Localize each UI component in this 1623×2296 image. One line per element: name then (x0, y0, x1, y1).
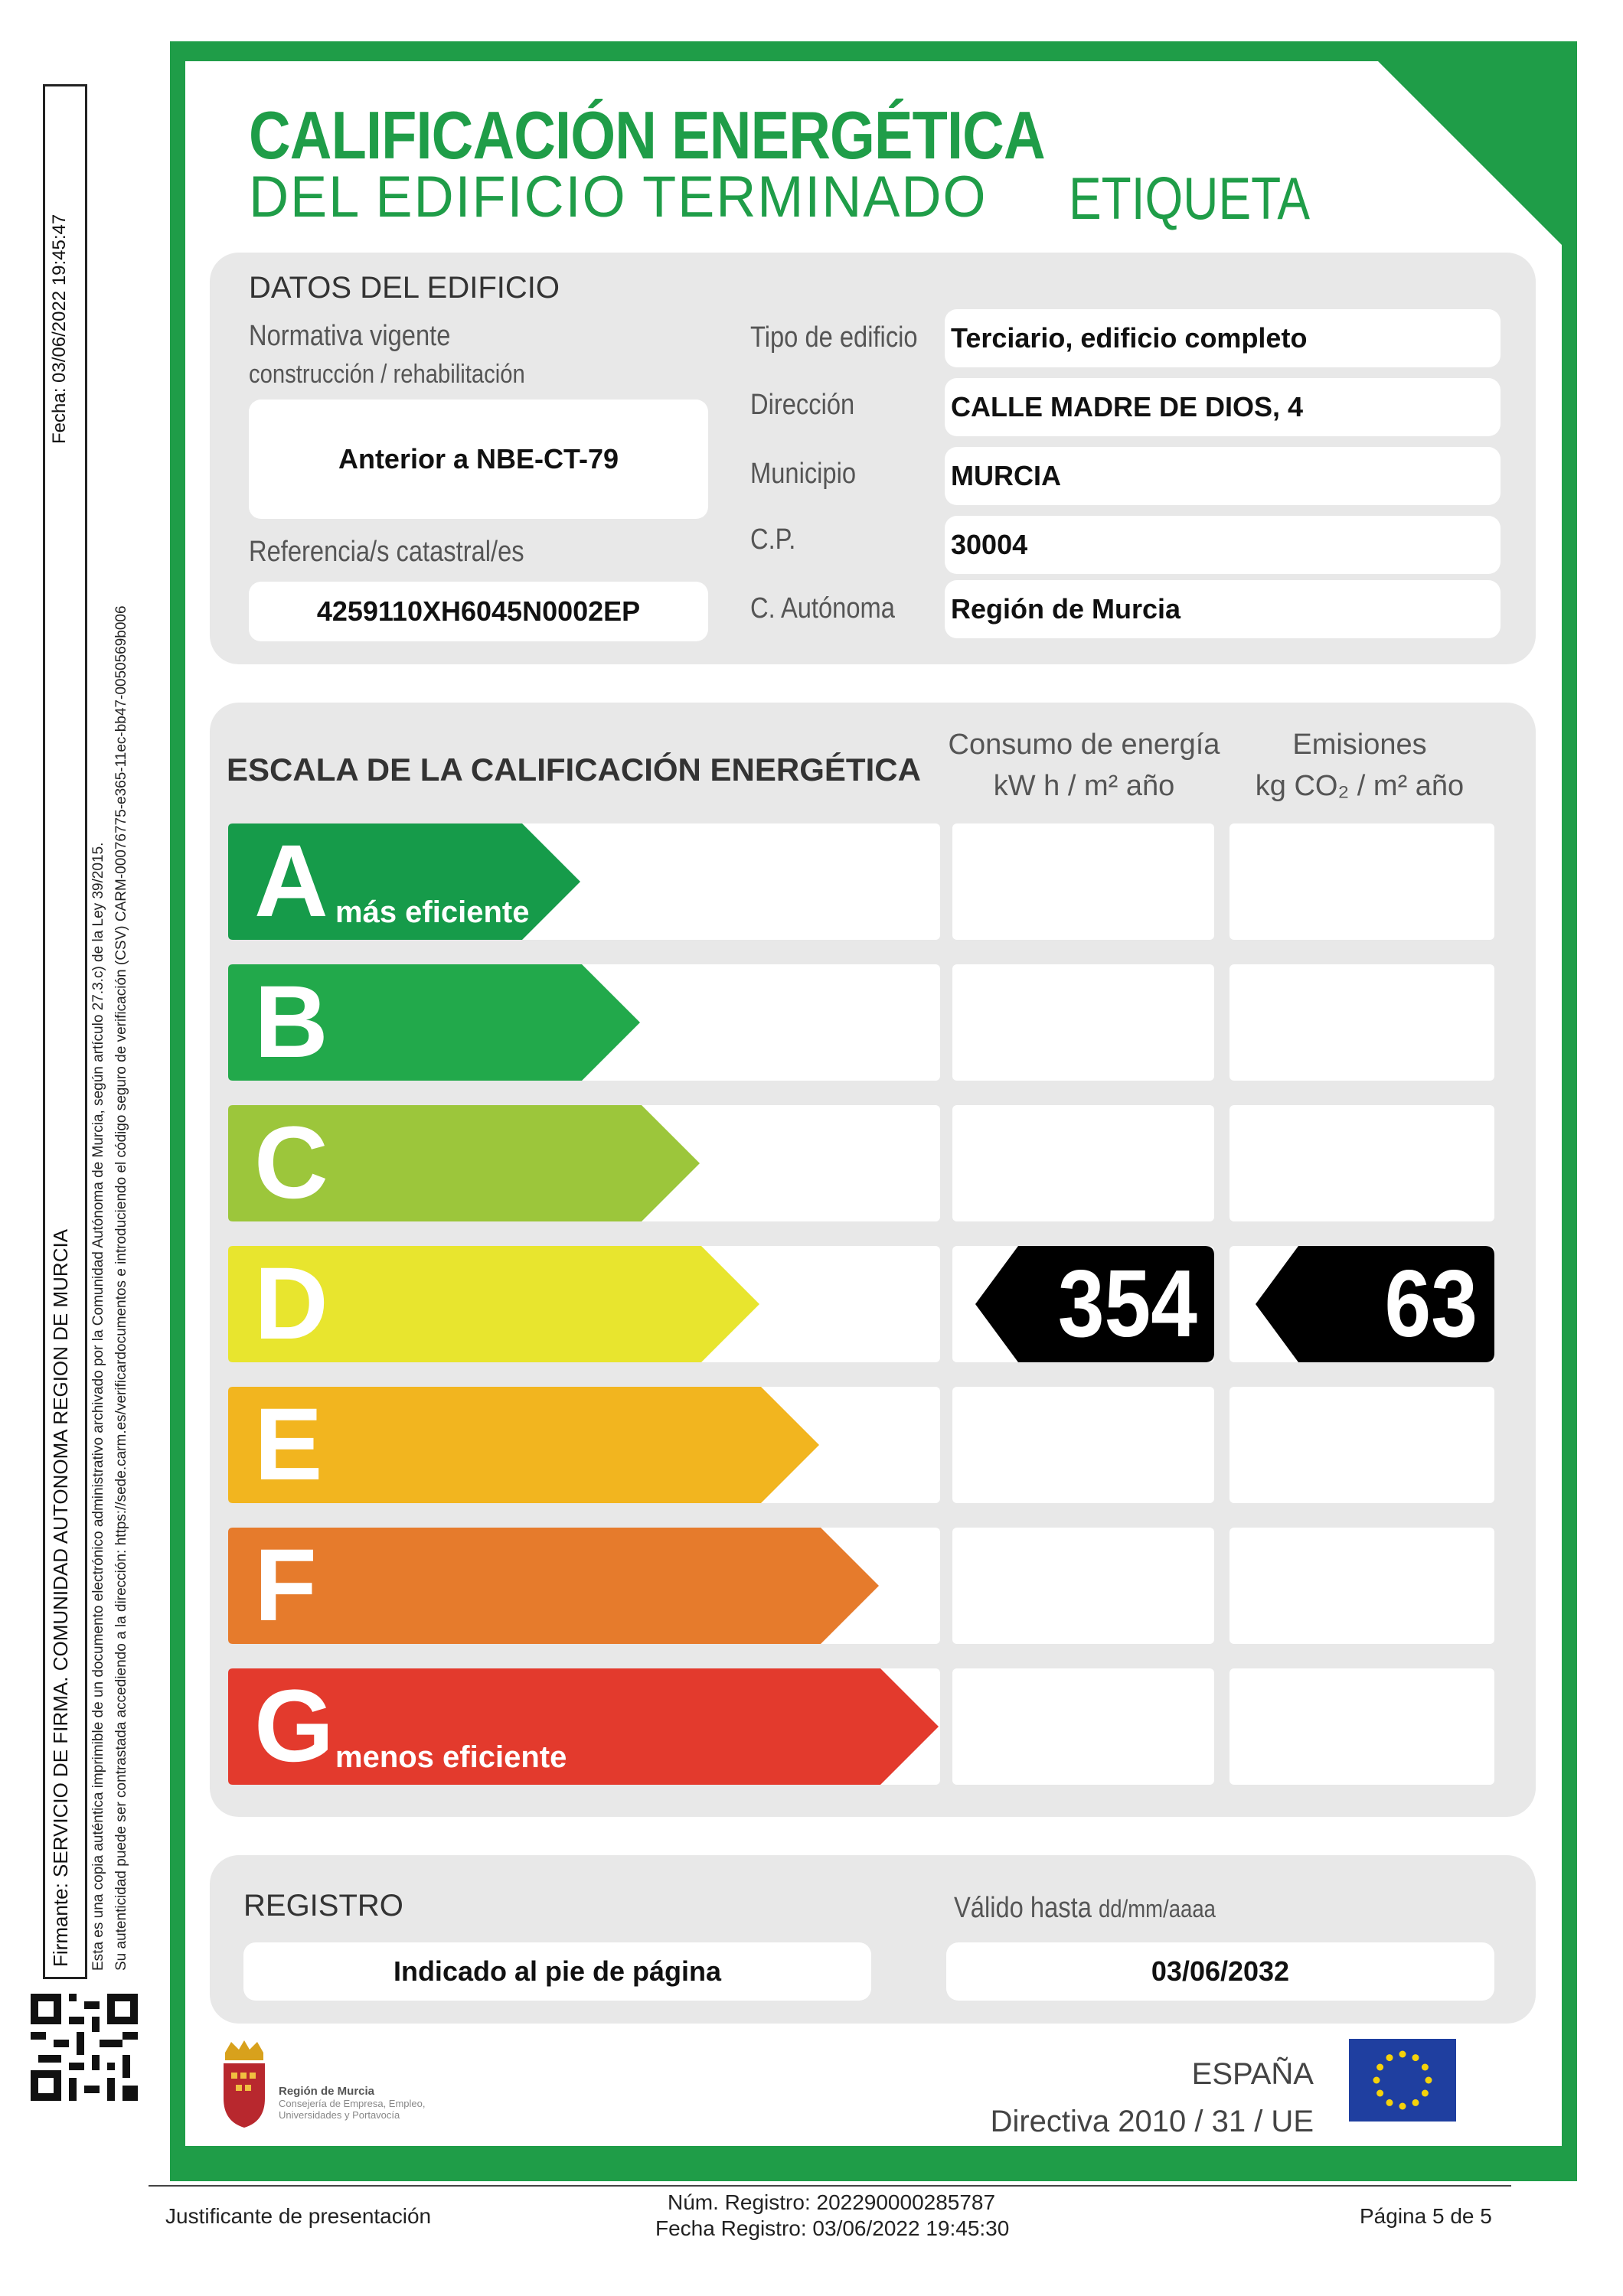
municipio-value: MURCIA (945, 447, 1501, 505)
eu-star (1422, 2064, 1429, 2071)
valido-value: 03/06/2032 (946, 1942, 1494, 2001)
registro-header: REGISTRO (243, 1889, 403, 1923)
emisiones-cell (1229, 1528, 1494, 1644)
region-logo-text: Región de Murcia Consejería de Empresa, Empleo, Universidades y Portavocía (279, 2085, 426, 2121)
scale-title: ESCALA DE LA CALIFICACIÓN ENERGÉTICA (227, 752, 921, 788)
title-etiqueta: ETIQUETA (1069, 165, 1311, 232)
emisiones-header: Emisiones kg CO₂ / m² año (1255, 729, 1465, 802)
emisiones-cell (1229, 1668, 1494, 1785)
rating-value: 354 (1057, 1251, 1197, 1357)
cp-value: 30004 (945, 516, 1501, 574)
normativa-label: Normativa vigente (249, 320, 451, 352)
ref-catastral-label: Referencia/s catastral/es (249, 536, 524, 568)
consumo-rating-badge (975, 1246, 1214, 1362)
tipo-value: Terciario, edificio completo (945, 309, 1501, 367)
eu-star (1386, 2099, 1393, 2106)
class-sublabel: más eficiente (335, 895, 530, 929)
class-letter: C (254, 1106, 328, 1220)
class-arrow-c (228, 1105, 700, 1221)
class-letter: F (254, 1528, 317, 1642)
signer-text: Firmante: SERVICIO DE FIRMA. COMUNIDAD AUTONOMA REGION DE MURCIA (49, 1228, 72, 1967)
rating-value: 63 (1384, 1251, 1478, 1357)
consumo-header: Consumo de energía kW h / m² año (948, 729, 1220, 802)
eu-star (1376, 2090, 1383, 2097)
eu-star (1412, 2054, 1419, 2061)
direccion-label: Dirección (750, 389, 855, 421)
consumo-cell (952, 1105, 1214, 1221)
class-letter: D (254, 1247, 328, 1361)
class-arrow-d (228, 1246, 759, 1362)
class-arrow-f (228, 1528, 879, 1644)
emisiones-cell (1229, 964, 1494, 1081)
class-letter: G (254, 1669, 335, 1783)
consumo-cell (952, 1668, 1214, 1785)
normativa-sublabel: construcción / rehabilitación (249, 360, 525, 389)
legal-notice-2: Su autenticidad puede ser contrastada accediendo a la dirección: https://sede.carm.es/verificardocumentos e introduciendo el código seguro de verificación (CSV) CARM-00076775-e365-11ec-bb47-0050569b006 (113, 605, 129, 1971)
corner-flag (1378, 61, 1562, 245)
consumo-cell (952, 1387, 1214, 1503)
title-line2: DEL EDIFICIO TERMINADO (249, 165, 988, 230)
autonoma-value: Región de Murcia (945, 580, 1501, 638)
class-letter: E (254, 1388, 323, 1502)
eu-star (1376, 2064, 1383, 2071)
eu-flag-icon (1349, 2039, 1456, 2122)
signature-date: Fecha: 03/06/2022 19:45:47 (49, 214, 70, 444)
footer-page: Página 5 de 5 (1360, 2204, 1492, 2228)
consumo-cell (952, 1528, 1214, 1644)
building-data-header: DATOS DEL EDIFICIO (249, 271, 560, 305)
eu-star (1373, 2077, 1380, 2084)
class-arrow-g (228, 1668, 939, 1785)
eu-star (1399, 2103, 1406, 2110)
autonoma-label: C. Autónoma (750, 592, 895, 625)
direccion-value: CALLE MADRE DE DIOS, 4 (945, 378, 1501, 436)
eu-star (1425, 2077, 1432, 2084)
valido-label: Válido hasta dd/mm/aaaa (954, 1892, 1216, 1924)
emisiones-cell (1229, 823, 1494, 940)
municipio-label: Municipio (750, 458, 857, 490)
eu-star (1386, 2054, 1393, 2061)
cp-label: C.P. (750, 523, 796, 556)
legal-notice-1: Esta es una copia auténtica imprimible de un documento electrónico administrativo archivado por la Comunidad Autónoma de Murcia, según artículo 27.3.c) de la Ley 39/2015. (90, 842, 106, 1971)
footer-fecha-registro: Fecha Registro: 03/06/2022 19:45:30 (655, 2216, 1010, 2240)
class-letter: A (254, 824, 328, 938)
country-name: ESPAÑA (1191, 2057, 1314, 2091)
footer-num-registro: Núm. Registro: 202290000285787 (668, 2190, 996, 2214)
emisiones-cell (1229, 1387, 1494, 1503)
region-murcia-crest-icon (219, 2039, 269, 2129)
consumo-cell (952, 823, 1214, 940)
class-arrow-b (228, 964, 640, 1081)
directive-text: Directiva 2010 / 31 / UE (990, 2105, 1314, 2138)
eu-star (1412, 2099, 1419, 2106)
emisiones-cell (1229, 1105, 1494, 1221)
consumo-cell (952, 964, 1214, 1081)
class-arrow-e (228, 1387, 819, 1503)
eu-star (1422, 2090, 1429, 2097)
class-sublabel: menos eficiente (335, 1740, 567, 1774)
qr-code-icon (31, 1994, 138, 2101)
tipo-label: Tipo de edificio (750, 321, 918, 354)
normativa-value: Anterior a NBE-CT-79 (249, 400, 708, 519)
class-letter: B (254, 965, 328, 1079)
registro-value: Indicado al pie de página (243, 1942, 871, 2001)
class-arrow-a (228, 823, 580, 940)
eu-star (1399, 2051, 1406, 2058)
footer-rule (149, 2185, 1511, 2187)
emisiones-rating-badge (1256, 1246, 1494, 1362)
ref-catastral-value: 4259110XH6045N0002EP (249, 582, 708, 641)
footer-left: Justificante de presentación (165, 2204, 432, 2228)
title-line1: CALIFICACIÓN ENERGÉTICA (249, 97, 1045, 173)
